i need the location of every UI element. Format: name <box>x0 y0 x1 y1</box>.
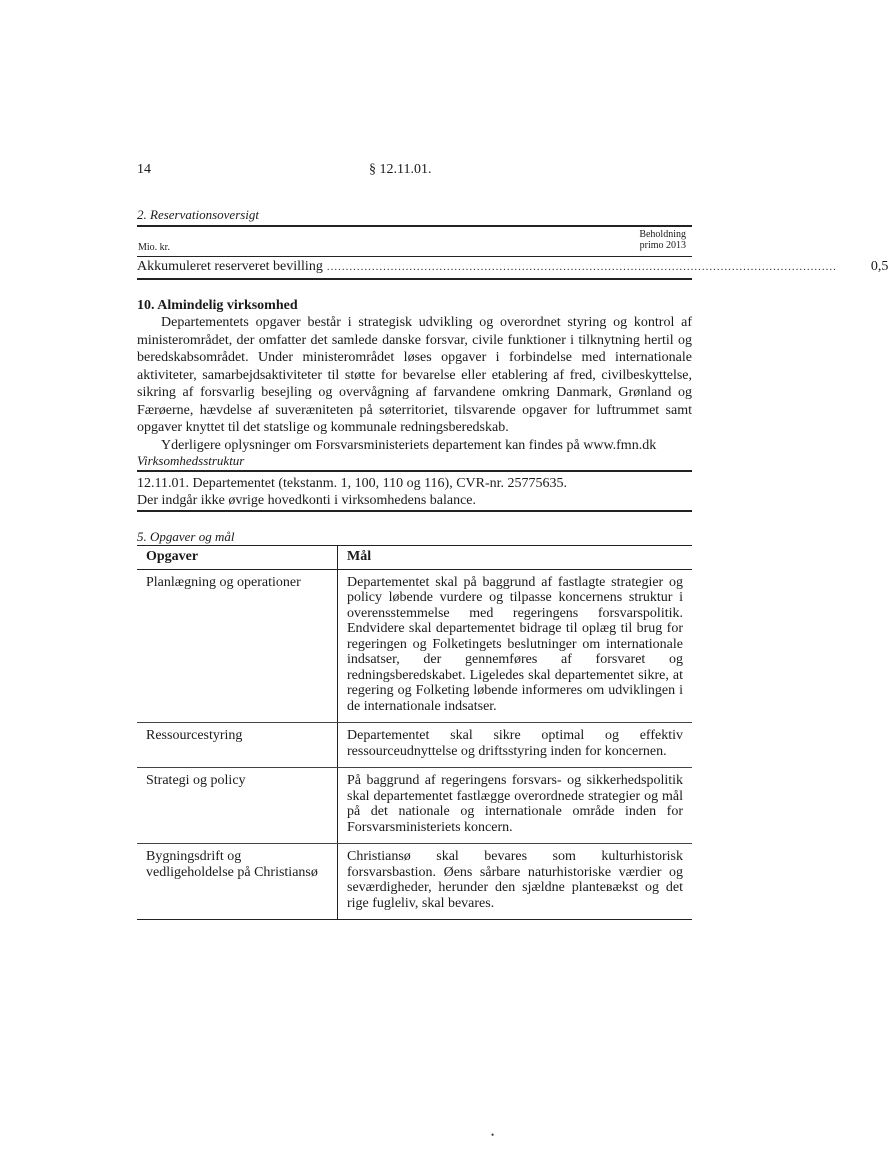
column-header-line1: Beholdning <box>639 229 686 240</box>
goal-cell: Departementet skal sikre optimal og effektiv ressourceudnyttelse og driftsstyring inden for koncernen. <box>338 723 693 768</box>
goal-cell: På baggrund af regeringens forsvars- og sikkerhedspolitik skal departementet fastlægge overordnede strategier og mål på det nationale og internationale område inden for Forsvarsministeriets koncern. <box>338 768 693 844</box>
table-row <box>137 569 692 723</box>
column-header-tasks: Opgaver <box>137 546 338 570</box>
footer-mark: • <box>491 1130 495 1140</box>
structure-title: Virksomhedsstruktur <box>137 453 245 468</box>
structure-top-rule <box>137 470 692 472</box>
task-cell: Strategi og policy <box>137 768 338 844</box>
reservation-top-rule <box>137 225 692 227</box>
table-row <box>137 768 692 844</box>
goal-cell: Departementet skal på baggrund af fastlagte strategier og policy løbende vurdere og tilpasse koncernens struktur i overensstemmelse med regeringens forsvarspolitik. Endvidere skal departementet bidrage til oplæg til brug for regeringen og Folketingets beslutninger om internationale indsatser, der gennemføres af forsvaret og redningsberedskabet. Ligeledes skal departementet sikre, at regering og Folketing løbende informeres om udviklingen i de internationale indsatser. <box>338 569 693 723</box>
reservation-unit: Mio. kr. <box>138 242 170 253</box>
table-header-row <box>137 546 692 570</box>
reservation-row-label: Akkumuleret reserveret bevilling <box>137 259 323 274</box>
task-cell: Ressourcestyring <box>137 723 338 768</box>
structure-bottom-rule <box>137 510 692 512</box>
table-row <box>137 723 692 768</box>
structure-body <box>137 475 692 509</box>
section-10-paragraph-1: Departementets opgaver består i strategisk udvikling og overordnet styring og kontrol af ministerområdet, der omfatter det samlede danske forsvar, civile funktioner i tilknytning hertil og beredskabsområdet. Under ministerområdet løses opgaver i forbindelse med internationale aktiviteter, samarbejdsaktiviteter til støtte for bevarelse eller etablering af fred, civilbeskyttelse, sikring af forsvarlig besejling og overvågning af farvandene omkring Danmark, Grønland og Færøerne, hævdelse af suveræniteten på søterritoriet, tilsvarende opgaver for luftrummet samt opgaver knyttet til det statslige og kommunale redningsberedskab. <box>137 315 692 435</box>
section-reference: § 12.11.01. <box>369 162 432 177</box>
page-number: 14 <box>137 162 151 177</box>
reservation-row <box>137 259 888 275</box>
section-10-paragraph-2: Yderligere oplysninger om Forsvarsministeriets departement kan findes på www.fmn.dk <box>161 437 657 453</box>
task-cell: Bygningsdrift og vedligeholdelse på Christiansø <box>137 844 338 920</box>
column-header-line2: primo 2013 <box>639 240 686 251</box>
goal-cell: Christiansø skal bevares som kulturhistorisk forsvarsbastion. Øens sårbare naturhistoriske værdier og seværdigheder, herunder den sjældne planteвækst og det rige fugleliv, skal bevares. <box>338 844 693 920</box>
reservation-bottom-rule <box>137 278 692 280</box>
reservation-title: 2. Reservationsoversigt <box>137 207 260 222</box>
task-cell: Planlægning og operationer <box>137 569 338 723</box>
column-header-goals: Mål <box>338 546 693 570</box>
structure-line-2: Der indgår ikke øvrige hovedkonti i virksomhedens balance. <box>137 493 477 508</box>
leader-dots: ........................................................................................................................................ <box>326 261 837 273</box>
reservation-header-rule <box>137 256 692 257</box>
structure-line-1: 12.11.01. Departementet (tekstanm. 1, 100, 110 og 116), CVR-nr. 25775635. <box>137 476 568 491</box>
reservation-row-value: 0,5 <box>870 259 888 274</box>
reservation-column-header <box>600 229 686 251</box>
section-10-body <box>137 314 692 454</box>
table-row <box>137 844 692 920</box>
section-10-title: 10. Almindelig virksomhed <box>137 298 298 313</box>
tasks-title: 5. Opgaver og mål <box>137 529 235 544</box>
tasks-goals-table <box>137 545 692 920</box>
